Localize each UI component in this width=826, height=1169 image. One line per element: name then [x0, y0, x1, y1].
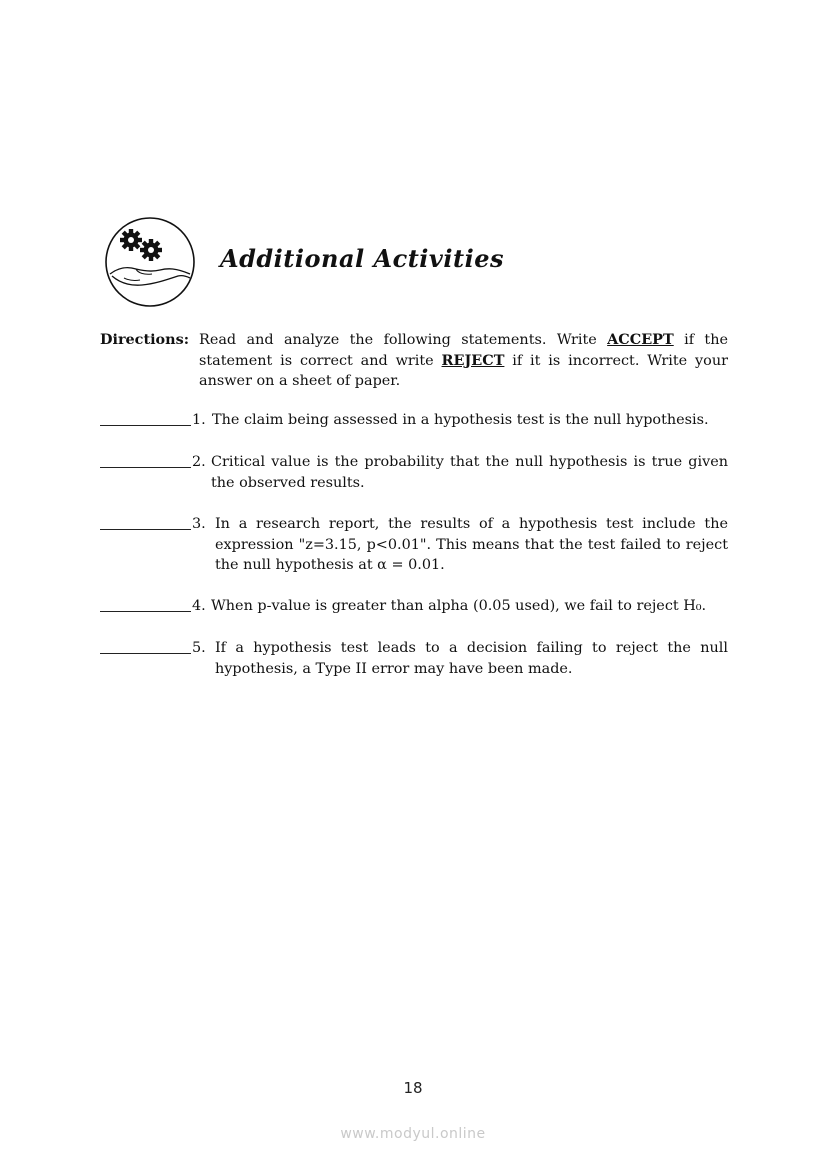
accept-keyword: ACCEPT [607, 331, 674, 348]
directions [100, 330, 728, 392]
answer-blank[interactable] [100, 452, 191, 468]
item-number: 3. [192, 516, 206, 532]
answer-blank[interactable] [100, 596, 191, 612]
directions-text [199, 330, 728, 392]
answer-blank[interactable] [100, 514, 191, 530]
page-number: 18 [403, 1079, 423, 1097]
list-item [100, 410, 728, 431]
directions-text-part: if the statement is correct and write [199, 332, 728, 369]
list-item [100, 452, 728, 493]
directions-text-part: if it is incorrect. Write your answer on a sheet of paper. [199, 352, 728, 389]
list-item [100, 638, 728, 679]
watermark: www.modyul.online [340, 1126, 486, 1142]
list-item [100, 596, 728, 617]
item-text: Critical value is the probability that the null hypothesis is true given the observed results. [211, 454, 728, 491]
section-title: Additional Activities [220, 244, 504, 273]
item-text: In a research report, the results of a hypothesis test include the expression "z=3.15, p<0.01". This means that the test failed to reject the null hypothesis at α = 0.01. [215, 516, 728, 573]
item-number: 2. [192, 454, 206, 470]
item-text: The claim being assessed in a hypothesis test is the null hypothesis. [212, 412, 709, 428]
answer-blank[interactable] [100, 410, 191, 426]
list-item [100, 514, 728, 576]
answer-blank[interactable] [100, 638, 191, 654]
directions-label: Directions: [100, 331, 190, 348]
directions-text-part: Read and analyze the following statements. Write [199, 332, 608, 348]
item-number: 1. [192, 412, 206, 428]
reject-keyword: REJECT [441, 351, 505, 369]
item-text: When p-value is greater than alpha (0.05 used), we fail to reject H₀. [211, 598, 707, 614]
gears-on-hand-icon [104, 216, 196, 308]
item-number: 4. [192, 598, 206, 614]
item-text: If a hypothesis test leads to a decision failing to reject the null hypothesis, a Type II error may have been made. [215, 640, 728, 677]
item-number: 5. [192, 640, 206, 656]
